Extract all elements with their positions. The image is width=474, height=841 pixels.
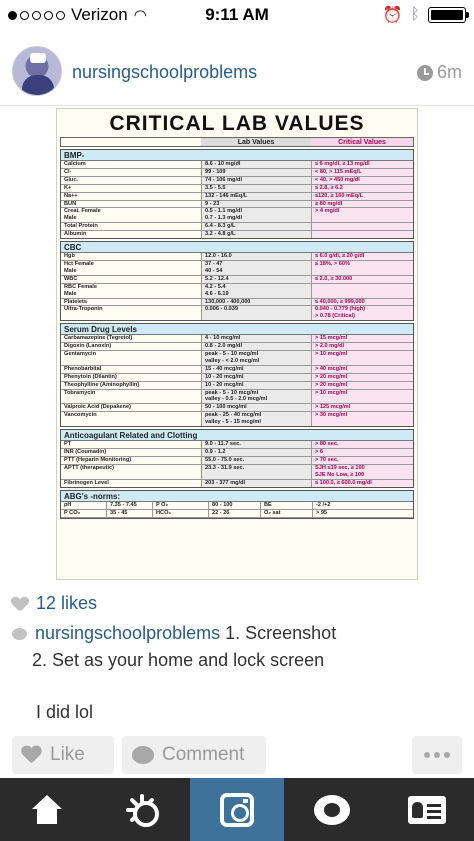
lab-row [61, 343, 413, 351]
caption-line-2: 2. Set as your home and lock screen [32, 650, 325, 670]
lab-section-header: Anticoagulant Related and Clotting [61, 430, 413, 441]
lab-test-name: Digoxin (Lanoxin) [64, 343, 112, 350]
lab-normal-value: 99 - 109 [201, 169, 311, 176]
lab-row [61, 374, 413, 382]
lab-row [61, 185, 413, 193]
lab-row [61, 177, 413, 185]
lab-test-name: Valproic Acid (Depakene) [64, 404, 131, 411]
lab-test-name: Theophylline (Aminophyllin) [64, 381, 140, 388]
lab-test-name: Gluc. [64, 176, 78, 183]
status-time: 9:11 AM [205, 5, 269, 24]
lab-section-header: CBC [61, 242, 413, 253]
lab-test-name: Gentamycin [64, 351, 97, 358]
post-actions [0, 736, 474, 774]
lab-normal-value: 23.3 - 31.9 sec. [201, 465, 311, 479]
lab-test-name: Phenobarbital [64, 365, 102, 372]
lab-normal-value: 50 - 100 mcg/ml [201, 404, 311, 411]
abg-cell: > 95 [316, 509, 328, 516]
lab-normal-value: 74 - 106 mg/dl [201, 177, 311, 184]
lab-normal-value: 6.4 - 8.3 g/L [201, 223, 311, 230]
time-ago-label: 6m [436, 62, 462, 82]
alarm-icon: ⏰ [382, 7, 403, 24]
lab-test-name: Creat. Female Male [64, 208, 101, 222]
more-options-button[interactable] [412, 736, 462, 774]
lab-normal-value: 0.8 - 2.0 mg/dl [201, 343, 311, 350]
profile-icon [408, 796, 446, 824]
lab-test-name: K+ [64, 184, 72, 191]
lab-row [61, 382, 413, 390]
lab-row [61, 412, 413, 426]
lab-section [60, 149, 414, 239]
lab-section [60, 323, 414, 427]
lab-normal-value: 0.006 - 0.039 [201, 306, 311, 320]
lab-test-name: Ultra-Troponin [64, 306, 103, 313]
explore-icon [126, 794, 158, 826]
lab-row [61, 276, 413, 284]
lab-test-name: BUN [64, 200, 77, 207]
lab-row [61, 449, 413, 457]
lab-values-header: Lab Values [201, 138, 311, 146]
home-icon [30, 795, 64, 825]
lab-test-name: RBC Female Male [64, 283, 97, 297]
lab-critical-value: > 20 mcg/ml [311, 374, 413, 381]
lab-critical-value: > 6 [311, 449, 413, 456]
abg-cell: 35 - 45 [107, 510, 153, 517]
lab-critical-value [311, 231, 413, 238]
lab-normal-value: 3.5 - 5.5 [201, 185, 311, 192]
lab-critical-value: > 15 mcg/ml [311, 335, 413, 342]
tab-profile[interactable] [379, 778, 474, 841]
lab-normal-value: peak - 5 - 10 mcg/ml valley - 0.5 - 2.0 mcg/ml [201, 390, 311, 404]
lab-test-name: Total Protein [64, 223, 98, 230]
lab-row [61, 480, 413, 487]
lab-test-name: Calcium [64, 161, 86, 167]
lab-test-name: Carbamazepine (Tegretol) [64, 335, 133, 342]
lab-normal-value: peak - 5 - 10 mcg/ml valley - < 2.0 mcg/ml [201, 351, 311, 365]
lab-test-name: Vancomycin [64, 412, 97, 419]
lab-critical-value: ≤ 6.0 g/dl, ≥ 20 g/dl [311, 253, 413, 260]
likes-row[interactable] [12, 593, 97, 614]
lab-critical-value: > 2.0 mg/dl [311, 343, 413, 350]
lab-critical-value: > 70 sec. [311, 457, 413, 464]
lab-critical-value: < 80, > 115 mEq/L [311, 169, 413, 176]
comment-icon [132, 746, 154, 764]
lab-test-name: Tobramycin [64, 389, 96, 396]
abg-cell: 7.35 - 7.45 [107, 502, 153, 509]
lab-row [61, 457, 413, 465]
likes-count[interactable]: 12 likes [36, 593, 98, 613]
lab-normal-value: 5.2 - 12.4 [201, 276, 311, 283]
clock-icon [417, 65, 433, 81]
tab-bar [0, 778, 474, 841]
lab-row [61, 253, 413, 261]
lab-row [61, 441, 413, 449]
lab-critical-value: 0.040 - 0.779 (high) > 0.78 (Critical) [311, 306, 413, 320]
lab-test-name: Phenytoin (Dilantin) [64, 373, 117, 380]
abg-cell: 80 - 100 [209, 502, 261, 509]
post-image[interactable] [56, 108, 418, 580]
abg-cell: HCO₃ [153, 510, 209, 517]
lab-critical-value: ≤ 100.0, ≥ 600.0 mg/dl [311, 480, 413, 487]
lab-critical-value [311, 284, 413, 298]
lab-normal-value: 4.2 - 5.4 4.6 - 6.19 [201, 284, 311, 298]
news-icon [314, 795, 350, 825]
lab-test-name: PT [64, 441, 72, 448]
abg-cell: P O₂ [153, 502, 209, 509]
lab-title: CRITICAL LAB VALUES [109, 112, 365, 135]
lab-row [61, 465, 413, 480]
lab-row [61, 231, 413, 238]
lab-critical-value: SJH ≤19 sec, ≥ 100 SJE No Low, ≥ 100 [311, 465, 413, 479]
lab-normal-value: peak - 25 - 40 mcg/ml valley - 5 - 15 mcg/ml [201, 412, 311, 426]
lab-test-name: PTT (Heparin Monitoring) [64, 456, 132, 463]
abg-cell: -2 /+2 [316, 501, 331, 508]
lab-row [61, 169, 413, 177]
lab-critical-value: > 40 mcg/ml [311, 366, 413, 373]
bluetooth-icon: ᛒ [410, 6, 420, 23]
lab-critical-value: > 4 mg/dl [311, 208, 413, 222]
caption-line-1: 1. Screenshot [225, 623, 337, 643]
lab-test-name: Hct Female Male [64, 260, 94, 274]
lab-test-name: INR (Coumadin) [64, 449, 107, 455]
status-bar [0, 0, 474, 30]
lab-test-name: Albumin [64, 231, 87, 238]
lab-test-name: Hgb [64, 253, 75, 260]
lab-test-name: WBC [64, 275, 78, 282]
lab-critical-value [311, 223, 413, 230]
heart-icon [22, 746, 42, 764]
abg-cell: P CO₂ [61, 510, 107, 517]
lab-normal-value: 15 - 40 mcg/ml [201, 366, 311, 373]
lab-critical-value: ≤ 40,000, ≥ 999,000 [311, 299, 413, 306]
lab-section [60, 429, 414, 487]
caption-username[interactable]: nursingschoolproblems [35, 623, 221, 643]
abg-header: ABG's -norms: [61, 491, 413, 502]
lab-critical-value: ≤ 2.8, ≥ 6.2 [311, 185, 413, 192]
lab-critical-value: < 40, > 450 mg/dl [311, 177, 413, 184]
lab-row [61, 193, 413, 201]
lab-normal-value: 3.2 - 4.8 g/L [201, 231, 311, 238]
lab-normal-value: 4 - 10 mcg/ml [201, 335, 311, 342]
caption-line-3: I did lol [36, 702, 94, 722]
lab-row [61, 261, 413, 276]
ellipsis-icon [424, 752, 450, 758]
lab-row [61, 208, 413, 223]
abg-cell: pH [61, 502, 107, 509]
abg-rows [61, 502, 413, 518]
lab-normal-value: 9 - 23 [201, 201, 311, 208]
lab-critical-value: > 80 sec. [311, 441, 413, 448]
lab-normal-value: 12.0 - 16.0 [201, 253, 311, 260]
lab-sections [60, 149, 414, 488]
carrier-name: Verizon [71, 5, 128, 24]
lab-normal-value: 203 - 377 mg/dl [201, 480, 311, 487]
lab-critical-value: ≤120, ≥ 160 mEq/L [311, 193, 413, 200]
lab-critical-value: > 125 mcg/ml [311, 404, 413, 411]
lab-critical-value: ≥ 80 mg/dl [311, 201, 413, 208]
tab-explore[interactable] [95, 778, 190, 841]
lab-normal-value: 130,000 - 400,000 [201, 299, 311, 306]
lab-critical-value: > 30 mcg/ml [311, 412, 413, 426]
lab-row [61, 284, 413, 299]
lab-column-header [60, 137, 414, 147]
lab-row [61, 335, 413, 343]
abg-row [61, 510, 413, 518]
lab-normal-value: 37 - 47 40 - 54 [201, 261, 311, 275]
wifi-icon: ◠ [133, 7, 147, 24]
post-time [417, 62, 462, 83]
lab-row [61, 201, 413, 209]
lab-test-name: Platelets [64, 298, 88, 305]
lab-row [61, 306, 413, 320]
lab-critical-value: ≤ 18%, > 60% [311, 261, 413, 275]
post-header [0, 40, 474, 106]
lab-row [61, 390, 413, 405]
like-button[interactable] [12, 736, 114, 774]
lab-row [61, 161, 413, 169]
lab-row [61, 351, 413, 366]
lab-critical-value: ≤ 2.0, ≥ 30.000 [311, 276, 413, 283]
tab-home[interactable] [0, 778, 95, 841]
heart-icon [12, 597, 28, 611]
comment-bubble-icon [12, 628, 27, 640]
lab-test-name: APTT (therapeutic) [64, 464, 115, 471]
abg-cell: BE [261, 502, 313, 509]
lab-normal-value: 9.0 - 11.7 sec. [201, 441, 311, 448]
lab-normal-value: 55.0 - 75.0 sec. [201, 457, 311, 464]
lab-normal-value: 10 - 20 mcg/ml [201, 382, 311, 389]
like-label: Like [50, 744, 85, 765]
camera-icon [220, 793, 254, 827]
lab-section [60, 241, 414, 321]
caption [12, 620, 462, 726]
lab-normal-value: 0.5 - 1.1 mg/dl 0.7 - 1.3 mg/dl [201, 208, 311, 222]
lab-normal-value: 10 - 20 mcg/ml [201, 374, 311, 381]
critical-values-header: Critical Values [311, 138, 413, 146]
lab-normal-value: 0.9 - 1.2 [201, 449, 311, 456]
comment-button[interactable] [122, 736, 266, 774]
lab-row [61, 404, 413, 412]
avatar[interactable] [12, 46, 62, 96]
tab-camera[interactable] [190, 778, 285, 841]
post-username[interactable]: nursingschoolproblems [72, 62, 258, 82]
lab-section-header: BMP- [61, 150, 413, 161]
lab-section-header: Serum Drug Levels [61, 324, 413, 335]
abg-cell: 22 - 26 [209, 510, 261, 517]
lab-critical-value: > 10 mcg/ml [311, 351, 413, 365]
lab-test-name: Na++ [64, 192, 78, 199]
lab-normal-value: 8.6 - 10 mg/dl [201, 161, 311, 168]
abg-row [61, 502, 413, 510]
lab-test-name: Fibrinogen Level [64, 479, 109, 486]
status-right [382, 5, 466, 25]
lab-row [61, 366, 413, 374]
lab-critical-value: ≤ 6 mg/dl, ≥ 13 mg/dl [311, 161, 413, 168]
lab-normal-value: 132 - 146 mEq/L [201, 193, 311, 200]
abg-section [60, 490, 414, 519]
lab-row [61, 299, 413, 307]
lab-critical-value: > 10 mcg/ml [311, 390, 413, 404]
abg-cell: O₂ sat [261, 510, 313, 517]
tab-news[interactable] [284, 778, 379, 841]
lab-row [61, 223, 413, 231]
lab-critical-value: > 20 mcg/ml [311, 382, 413, 389]
lab-test-name: Cl- [64, 168, 72, 175]
comment-label: Comment [162, 744, 245, 765]
battery-icon [428, 7, 466, 23]
